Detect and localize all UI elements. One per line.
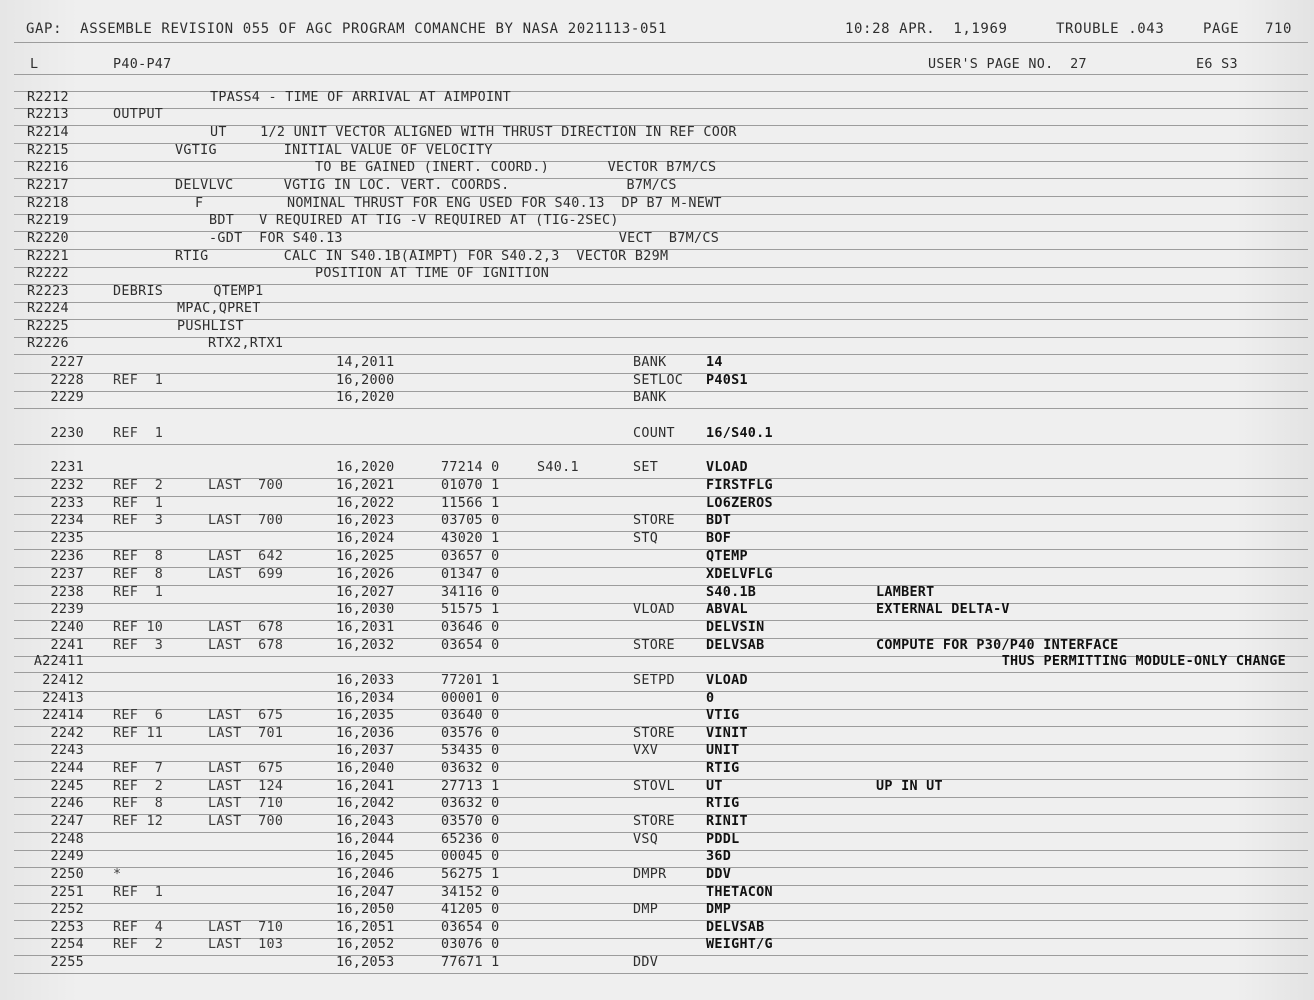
line-number: 2239 (50, 602, 84, 617)
octal-word: 77214 0 (441, 460, 500, 475)
operand: THETACON (706, 885, 773, 900)
ref-count: REF 1 (113, 496, 164, 511)
ref-count: REF 1 (113, 885, 164, 900)
operand: UT (706, 779, 723, 794)
line-number: 2231 (50, 460, 84, 475)
remark-line-number: R2220 (27, 231, 69, 246)
rule (14, 691, 1308, 692)
octal-word: 03654 0 (441, 638, 500, 653)
line-number: A22411 (33, 654, 84, 669)
octal-word: 03654 0 (441, 920, 500, 935)
remark-line-number: R2216 (27, 160, 69, 175)
address: 16,2031 (336, 620, 395, 635)
remark-text: POSITION AT TIME OF IGNITION (315, 266, 550, 281)
rule (14, 42, 1308, 43)
operand: LO6ZEROS (706, 496, 773, 511)
opcode: STORE (633, 726, 675, 741)
last-ref: LAST 642 (208, 549, 284, 564)
operand: WEIGHT/G (706, 937, 773, 952)
address: 16,2035 (336, 708, 395, 723)
line-number: 2236 (50, 549, 84, 564)
comment: EXTERNAL DELTA-V (876, 602, 1010, 617)
opcode: VSQ (633, 832, 659, 847)
last-ref: LAST 710 (208, 920, 284, 935)
ref-count: REF 3 (113, 638, 164, 653)
opcode: SETPD (633, 673, 675, 688)
ref-count: * (113, 867, 122, 882)
address: 16,2020 (336, 460, 395, 475)
address: 16,2051 (336, 920, 395, 935)
remark-line-number: R2219 (27, 213, 69, 228)
subheader-mark: L (30, 57, 39, 72)
address: 16,2026 (336, 567, 395, 582)
line-number: 2238 (50, 585, 84, 600)
operand: DELVSIN (706, 620, 765, 635)
address: 16,2000 (336, 373, 395, 388)
line-number: 22412 (42, 673, 84, 688)
operand: PDDL (706, 832, 740, 847)
operand: XDELVFLG (706, 567, 773, 582)
address: 16,2023 (336, 513, 395, 528)
line-number: 2228 (50, 373, 84, 388)
address: 16,2022 (336, 496, 395, 511)
last-ref: LAST 710 (208, 796, 284, 811)
rule (14, 531, 1308, 532)
octal-word: 77201 1 (441, 673, 500, 688)
operand: BOF (706, 531, 732, 546)
operand: DDV (706, 867, 732, 882)
octal-word: 03657 0 (441, 549, 500, 564)
remark-text: PUSHLIST (177, 319, 244, 334)
remark-text: DELVLVC VGTIG IN LOC. VERT. COORDS. B7M/CS (175, 178, 677, 193)
ref-count: REF 1 (113, 373, 164, 388)
operand: VLOAD (706, 460, 748, 475)
address: 16,2020 (336, 390, 395, 405)
ref-count: REF 2 (113, 779, 164, 794)
opcode: BANK (633, 390, 667, 405)
address: 16,2042 (336, 796, 395, 811)
address: 16,2032 (336, 638, 395, 653)
remark-text: RTIG CALC IN S40.1B(AIMPT) FOR S40.2,3 VECTOR B29M (175, 249, 669, 264)
address: 16,2044 (336, 832, 395, 847)
rule (14, 973, 1308, 974)
ref-count: REF 8 (113, 567, 164, 582)
operand: P40S1 (706, 373, 748, 388)
address: 14,2011 (336, 355, 395, 370)
octal-word: 56275 1 (441, 867, 500, 882)
line-number: 2229 (50, 390, 84, 405)
rule (14, 832, 1308, 833)
line-number: 2241 (50, 638, 84, 653)
octal-word: 03632 0 (441, 796, 500, 811)
line-number: 2242 (50, 726, 84, 741)
remark-line-number: R2215 (27, 143, 69, 158)
octal-word: 03640 0 (441, 708, 500, 723)
line-number: 2230 (50, 426, 84, 441)
remark-line-number: R2213 (27, 107, 69, 122)
octal-word: 51575 1 (441, 602, 500, 617)
operand: 0 (706, 691, 715, 706)
last-ref: LAST 700 (208, 513, 284, 528)
remark-line-number: R2221 (27, 249, 69, 264)
last-ref: LAST 699 (208, 567, 284, 582)
remark-text: MPAC,QPRET (177, 301, 261, 316)
remark-line-number: R2225 (27, 319, 69, 334)
octal-word: 03705 0 (441, 513, 500, 528)
comment: THUS PERMITTING MODULE-ONLY CHANGE (1001, 654, 1286, 669)
ref-count: REF 11 (113, 726, 164, 741)
line-number: 2249 (50, 849, 84, 864)
remark-text: VGTIG INITIAL VALUE OF VELOCITY (175, 143, 493, 158)
comment: UP IN UT (876, 779, 943, 794)
header-trouble: TROUBLE .043 (1056, 21, 1165, 37)
rule (14, 74, 1308, 75)
address: 16,2033 (336, 673, 395, 688)
comment: LAMBERT (876, 585, 935, 600)
opcode: STOVL (633, 779, 675, 794)
rule (14, 408, 1308, 409)
opcode: DMP (633, 902, 659, 917)
address: 16,2024 (336, 531, 395, 546)
rule (14, 267, 1308, 268)
address: 16,2036 (336, 726, 395, 741)
octal-word: 00045 0 (441, 849, 500, 864)
operand: VLOAD (706, 673, 748, 688)
ref-count: REF 10 (113, 620, 164, 635)
address: 16,2030 (336, 602, 395, 617)
remark-line-number: R2214 (27, 125, 69, 140)
line-number: 2252 (50, 902, 84, 917)
octal-word: 34116 0 (441, 585, 500, 600)
opcode: STQ (633, 531, 659, 546)
rule (14, 91, 1308, 92)
address: 16,2037 (336, 743, 395, 758)
line-number: 2250 (50, 867, 84, 882)
operand: DELVSAB (706, 920, 765, 935)
operand: 36D (706, 849, 732, 864)
ref-count: REF 2 (113, 478, 164, 493)
line-number: 2244 (50, 761, 84, 776)
last-ref: LAST 675 (208, 708, 284, 723)
line-number: 2243 (50, 743, 84, 758)
address: 16,2027 (336, 585, 395, 600)
remark-line-number: R2217 (27, 178, 69, 193)
rule (14, 444, 1308, 445)
operand: FIRSTFLG (706, 478, 773, 493)
operand: QTEMP (706, 549, 748, 564)
rule (14, 496, 1308, 497)
operand: ABVAL (706, 602, 748, 617)
remark-text: F NOMINAL THRUST FOR ENG USED FOR S40.13 DP B7 M-NEWT (195, 196, 722, 211)
address: 16,2050 (336, 902, 395, 917)
symbol-label: S40.1 (537, 460, 579, 475)
operand: VINIT (706, 726, 748, 741)
remark-line-number: R2218 (27, 196, 69, 211)
operand: VTIG (706, 708, 740, 723)
address: 16,2041 (336, 779, 395, 794)
address: 16,2034 (336, 691, 395, 706)
ref-count: REF 12 (113, 814, 164, 829)
operand: 16/S40.1 (706, 426, 773, 441)
opcode: VXV (633, 743, 659, 758)
last-ref: LAST 701 (208, 726, 284, 741)
line-number: 2248 (50, 832, 84, 847)
operand: S40.1B (706, 585, 757, 600)
octal-word: 03576 0 (441, 726, 500, 741)
opcode: SETLOC (633, 373, 684, 388)
opcode: DDV (633, 955, 659, 970)
line-number: 2227 (50, 355, 84, 370)
operand: BDT (706, 513, 732, 528)
remark-text: UT 1/2 UNIT VECTOR ALIGNED WITH THRUST DIRECTION IN REF COOR (210, 125, 737, 140)
address: 16,2043 (336, 814, 395, 829)
operand: RINIT (706, 814, 748, 829)
remark-line-number: R2223 (27, 284, 69, 299)
octal-word: 03646 0 (441, 620, 500, 635)
rule (14, 955, 1308, 956)
comment: COMPUTE FOR P30/P40 INTERFACE (876, 638, 1119, 653)
octal-word: 01347 0 (441, 567, 500, 582)
operand: RTIG (706, 796, 740, 811)
octal-word: 43020 1 (441, 531, 500, 546)
address: 16,2045 (336, 849, 395, 864)
line-number: 2255 (50, 955, 84, 970)
ref-count: REF 7 (113, 761, 164, 776)
subheader-section: P40-P47 (113, 57, 172, 72)
rule (14, 885, 1308, 886)
address: 16,2021 (336, 478, 395, 493)
octal-word: 00001 0 (441, 691, 500, 706)
opcode: DMPR (633, 867, 667, 882)
opcode: STORE (633, 513, 675, 528)
opcode: VLOAD (633, 602, 675, 617)
header-page-number: 710 (1265, 21, 1293, 37)
rule (14, 585, 1308, 586)
subheader-code: E6 S3 (1196, 57, 1238, 72)
remark-text: BDT V REQUIRED AT TIG -V REQUIRED AT (TIG-2SEC) (209, 213, 619, 228)
address: 16,2052 (336, 937, 395, 952)
ref-count: REF 8 (113, 796, 164, 811)
remark-text: OUTPUT (113, 107, 164, 122)
octal-word: 27713 1 (441, 779, 500, 794)
subheader-users-page: USER'S PAGE NO. 27 (928, 57, 1087, 72)
line-number: 22414 (42, 708, 84, 723)
address: 16,2046 (336, 867, 395, 882)
address: 16,2040 (336, 761, 395, 776)
header-title: GAP: ASSEMBLE REVISION 055 OF AGC PROGRAM COMANCHE BY NASA 2021113-051 (26, 21, 668, 37)
operand: DELVSAB (706, 638, 765, 653)
octal-word: 53435 0 (441, 743, 500, 758)
octal-word: 11566 1 (441, 496, 500, 511)
last-ref: LAST 675 (208, 761, 284, 776)
remark-text: RTX2,RTX1 (208, 336, 284, 351)
octal-word: 41205 0 (441, 902, 500, 917)
opcode: SET (633, 460, 659, 475)
remark-text: TPASS4 - TIME OF ARRIVAL AT AIMPOINT (210, 90, 512, 105)
opcode: STORE (633, 638, 675, 653)
line-number: 2245 (50, 779, 84, 794)
last-ref: LAST 700 (208, 478, 284, 493)
line-number: 2240 (50, 620, 84, 635)
octal-word: 77671 1 (441, 955, 500, 970)
rule (14, 903, 1308, 904)
rule (14, 108, 1308, 109)
last-ref: LAST 124 (208, 779, 284, 794)
line-number: 2253 (50, 920, 84, 935)
line-number: 2232 (50, 478, 84, 493)
address: 16,2025 (336, 549, 395, 564)
line-number: 2233 (50, 496, 84, 511)
header-time: 10:28 APR. 1,1969 (845, 21, 1008, 37)
last-ref: LAST 103 (208, 937, 284, 952)
line-number: 2254 (50, 937, 84, 952)
octal-word: 34152 0 (441, 885, 500, 900)
remark-line-number: R2222 (27, 266, 69, 281)
address: 16,2053 (336, 955, 395, 970)
line-number: 22413 (42, 691, 84, 706)
octal-word: 03570 0 (441, 814, 500, 829)
ref-count: REF 8 (113, 549, 164, 564)
remark-line-number: R2212 (27, 90, 69, 105)
remark-line-number: R2226 (27, 336, 69, 351)
remark-line-number: R2224 (27, 301, 69, 316)
address: 16,2047 (336, 885, 395, 900)
line-number: 2251 (50, 885, 84, 900)
opcode: COUNT (633, 426, 675, 441)
operand: 14 (706, 355, 723, 370)
ref-count: REF 6 (113, 708, 164, 723)
line-number: 2246 (50, 796, 84, 811)
line-number: 2237 (50, 567, 84, 582)
remark-text: -GDT FOR S40.13 VECT B7M/CS (209, 231, 720, 246)
opcode: BANK (633, 355, 667, 370)
ref-count: REF 3 (113, 513, 164, 528)
last-ref: LAST 678 (208, 638, 284, 653)
operand: RTIG (706, 761, 740, 776)
remark-text: TO BE GAINED (INERT. COORD.) VECTOR B7M/CS (315, 160, 717, 175)
remark-text: DEBRIS QTEMP1 (113, 284, 264, 299)
line-number: 2247 (50, 814, 84, 829)
rule (14, 744, 1308, 745)
operand: DMP (706, 902, 732, 917)
octal-word: 03632 0 (441, 761, 500, 776)
opcode: STORE (633, 814, 675, 829)
header-page-label: PAGE (1203, 21, 1240, 37)
ref-count: REF 1 (113, 585, 164, 600)
ref-count: REF 2 (113, 937, 164, 952)
line-number: 2235 (50, 531, 84, 546)
octal-word: 03076 0 (441, 937, 500, 952)
rule (14, 850, 1308, 851)
last-ref: LAST 700 (208, 814, 284, 829)
ref-count: REF 1 (113, 426, 164, 441)
ref-count: REF 4 (113, 920, 164, 935)
last-ref: LAST 678 (208, 620, 284, 635)
octal-word: 01070 1 (441, 478, 500, 493)
operand: UNIT (706, 743, 740, 758)
line-number: 2234 (50, 513, 84, 528)
octal-word: 65236 0 (441, 832, 500, 847)
